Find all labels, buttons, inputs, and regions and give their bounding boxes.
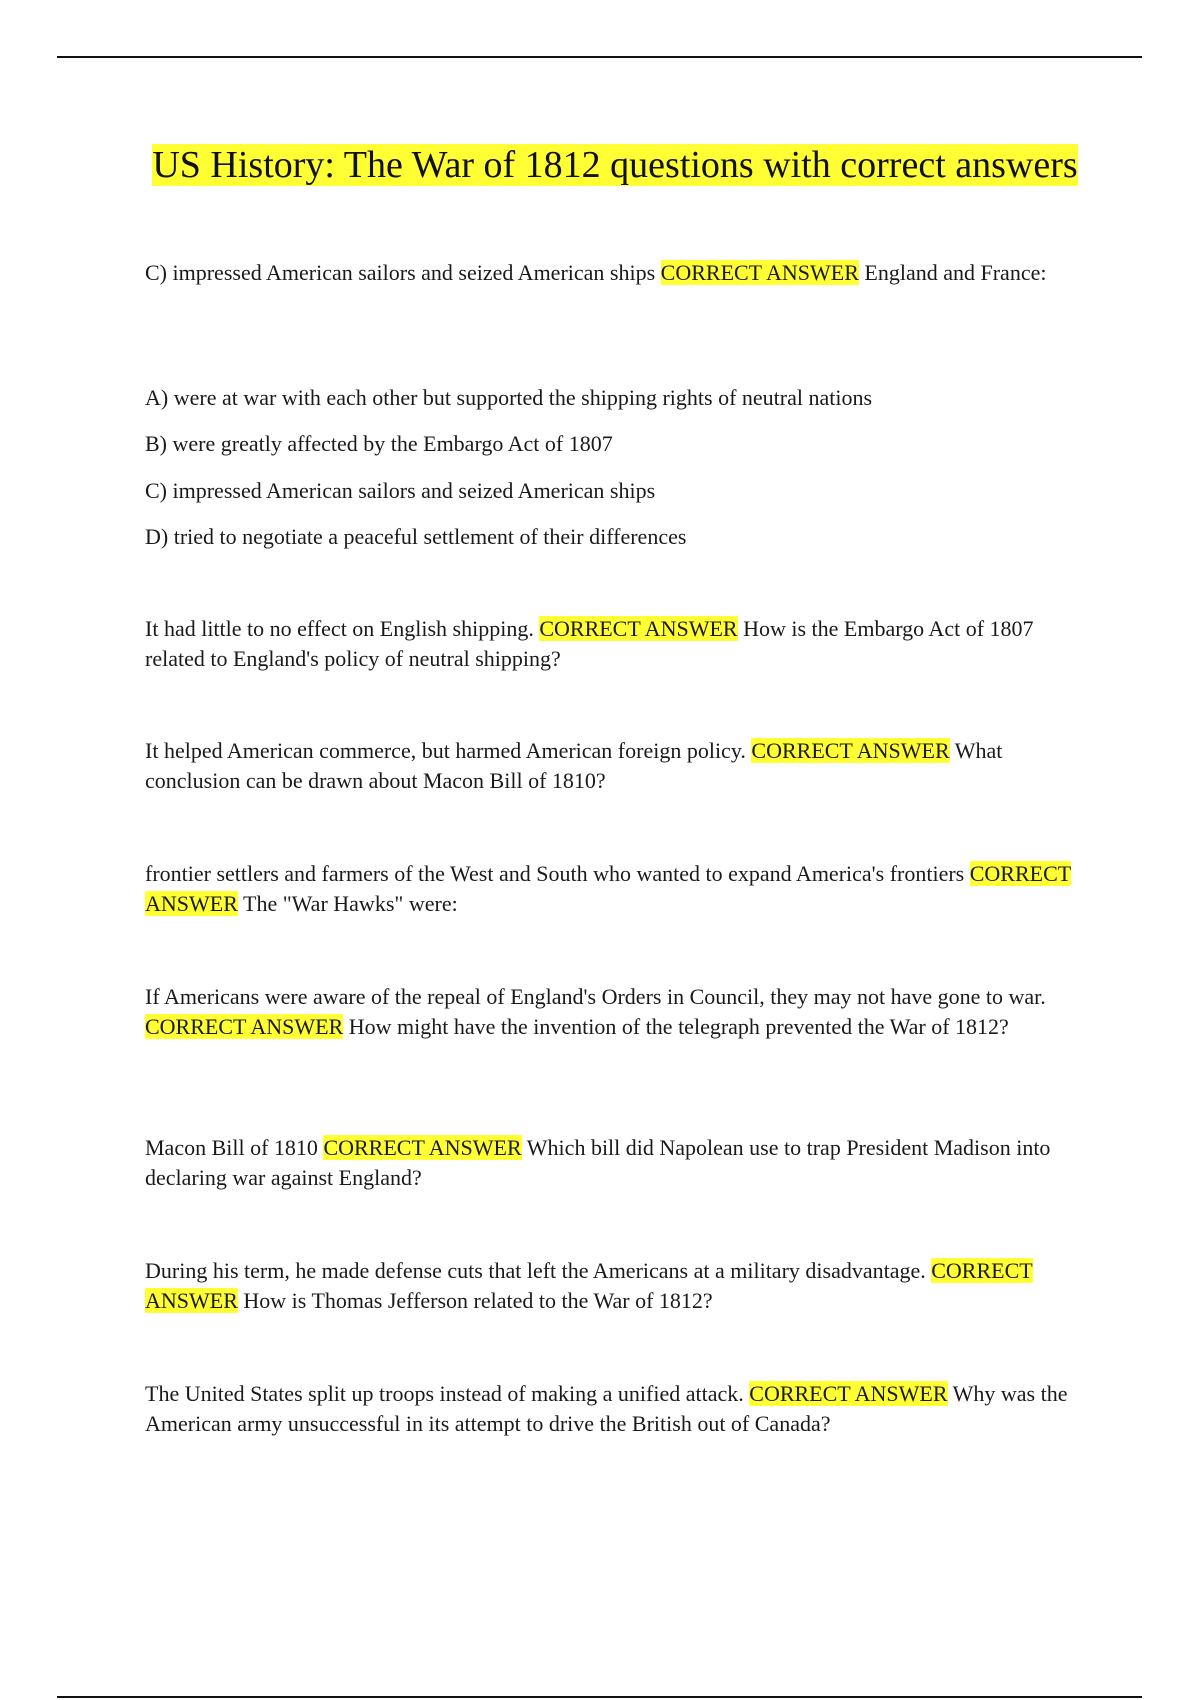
- option-d: D) tried to negotiate a peaceful settlement of their differences: [145, 524, 687, 549]
- answer-text: Macon Bill of 1810: [145, 1135, 318, 1160]
- answer-text: It helped American commerce, but harmed American foreign policy.: [145, 738, 746, 763]
- question-text: How is Thomas Jefferson related to the War of 1812?: [243, 1288, 713, 1313]
- answer-text: The United States split up troops instead of making a unified attack.: [145, 1381, 744, 1406]
- question-text: How might have the invention of the telegraph prevented the War of 1812?: [348, 1014, 1009, 1039]
- page-title: [130, 140, 1100, 190]
- top-rule: [57, 56, 1142, 58]
- qa-entry-7: [145, 1256, 1095, 1316]
- qa-entry-1: [145, 258, 1095, 288]
- correct-answer-marker: CORRECT ANSWER: [539, 616, 738, 641]
- question-text: Why was the American army unsuccessful in its attempt to drive the British out of Canada?: [145, 1381, 1068, 1436]
- title-text: US History: The War of 1812 questions with correct answers: [152, 144, 1078, 186]
- bottom-rule: [57, 1696, 1142, 1698]
- question-text: What conclusion can be drawn about Macon Bill of 1810?: [145, 738, 1003, 793]
- question-text: The "War Hawks" were:: [243, 891, 458, 916]
- qa-entry-2: [145, 614, 1095, 674]
- qa-entry-5: [145, 982, 1095, 1042]
- answer-text: It had little to no effect on English shipping.: [145, 616, 534, 641]
- qa-entry-6: [145, 1133, 1095, 1193]
- correct-answer-marker: CORRECT ANSWER: [660, 260, 859, 285]
- qa-entry-4: [145, 859, 1095, 919]
- answer-text: frontier settlers and farmers of the West and South who wanted to expand America's frontiers: [145, 861, 965, 886]
- question-text: England and France:: [864, 260, 1047, 285]
- correct-answer-marker: CORRECT ANSWER: [145, 1258, 1033, 1313]
- option-b: B) were greatly affected by the Embargo Act of 1807: [145, 431, 613, 456]
- answer-text: C) impressed American sailors and seized American ships: [145, 260, 656, 285]
- qa-entry-3: [145, 736, 1095, 796]
- correct-answer-marker: CORRECT ANSWER: [145, 1014, 344, 1039]
- correct-answer-marker: CORRECT ANSWER: [323, 1135, 522, 1160]
- answer-text: During his term, he made defense cuts that left the Americans at a military disadvantage.: [145, 1258, 926, 1283]
- option-c: C) impressed American sailors and seized American ships: [145, 478, 656, 503]
- answer-text: If Americans were aware of the repeal of England's Orders in Council, they may not have gone to war.: [145, 984, 1046, 1009]
- correct-answer-marker: CORRECT ANSWER: [145, 861, 1072, 916]
- correct-answer-marker: CORRECT ANSWER: [749, 1381, 948, 1406]
- option-a: A) were at war with each other but supported the shipping rights of neutral nations: [145, 385, 873, 410]
- question-text: Which bill did Napolean use to trap President Madison into declaring war against England?: [145, 1135, 1051, 1190]
- correct-answer-marker: CORRECT ANSWER: [751, 738, 950, 763]
- question-text: How is the Embargo Act of 1807 related to England's policy of neutral shipping?: [145, 616, 1034, 671]
- qa-entry-8: [145, 1379, 1095, 1439]
